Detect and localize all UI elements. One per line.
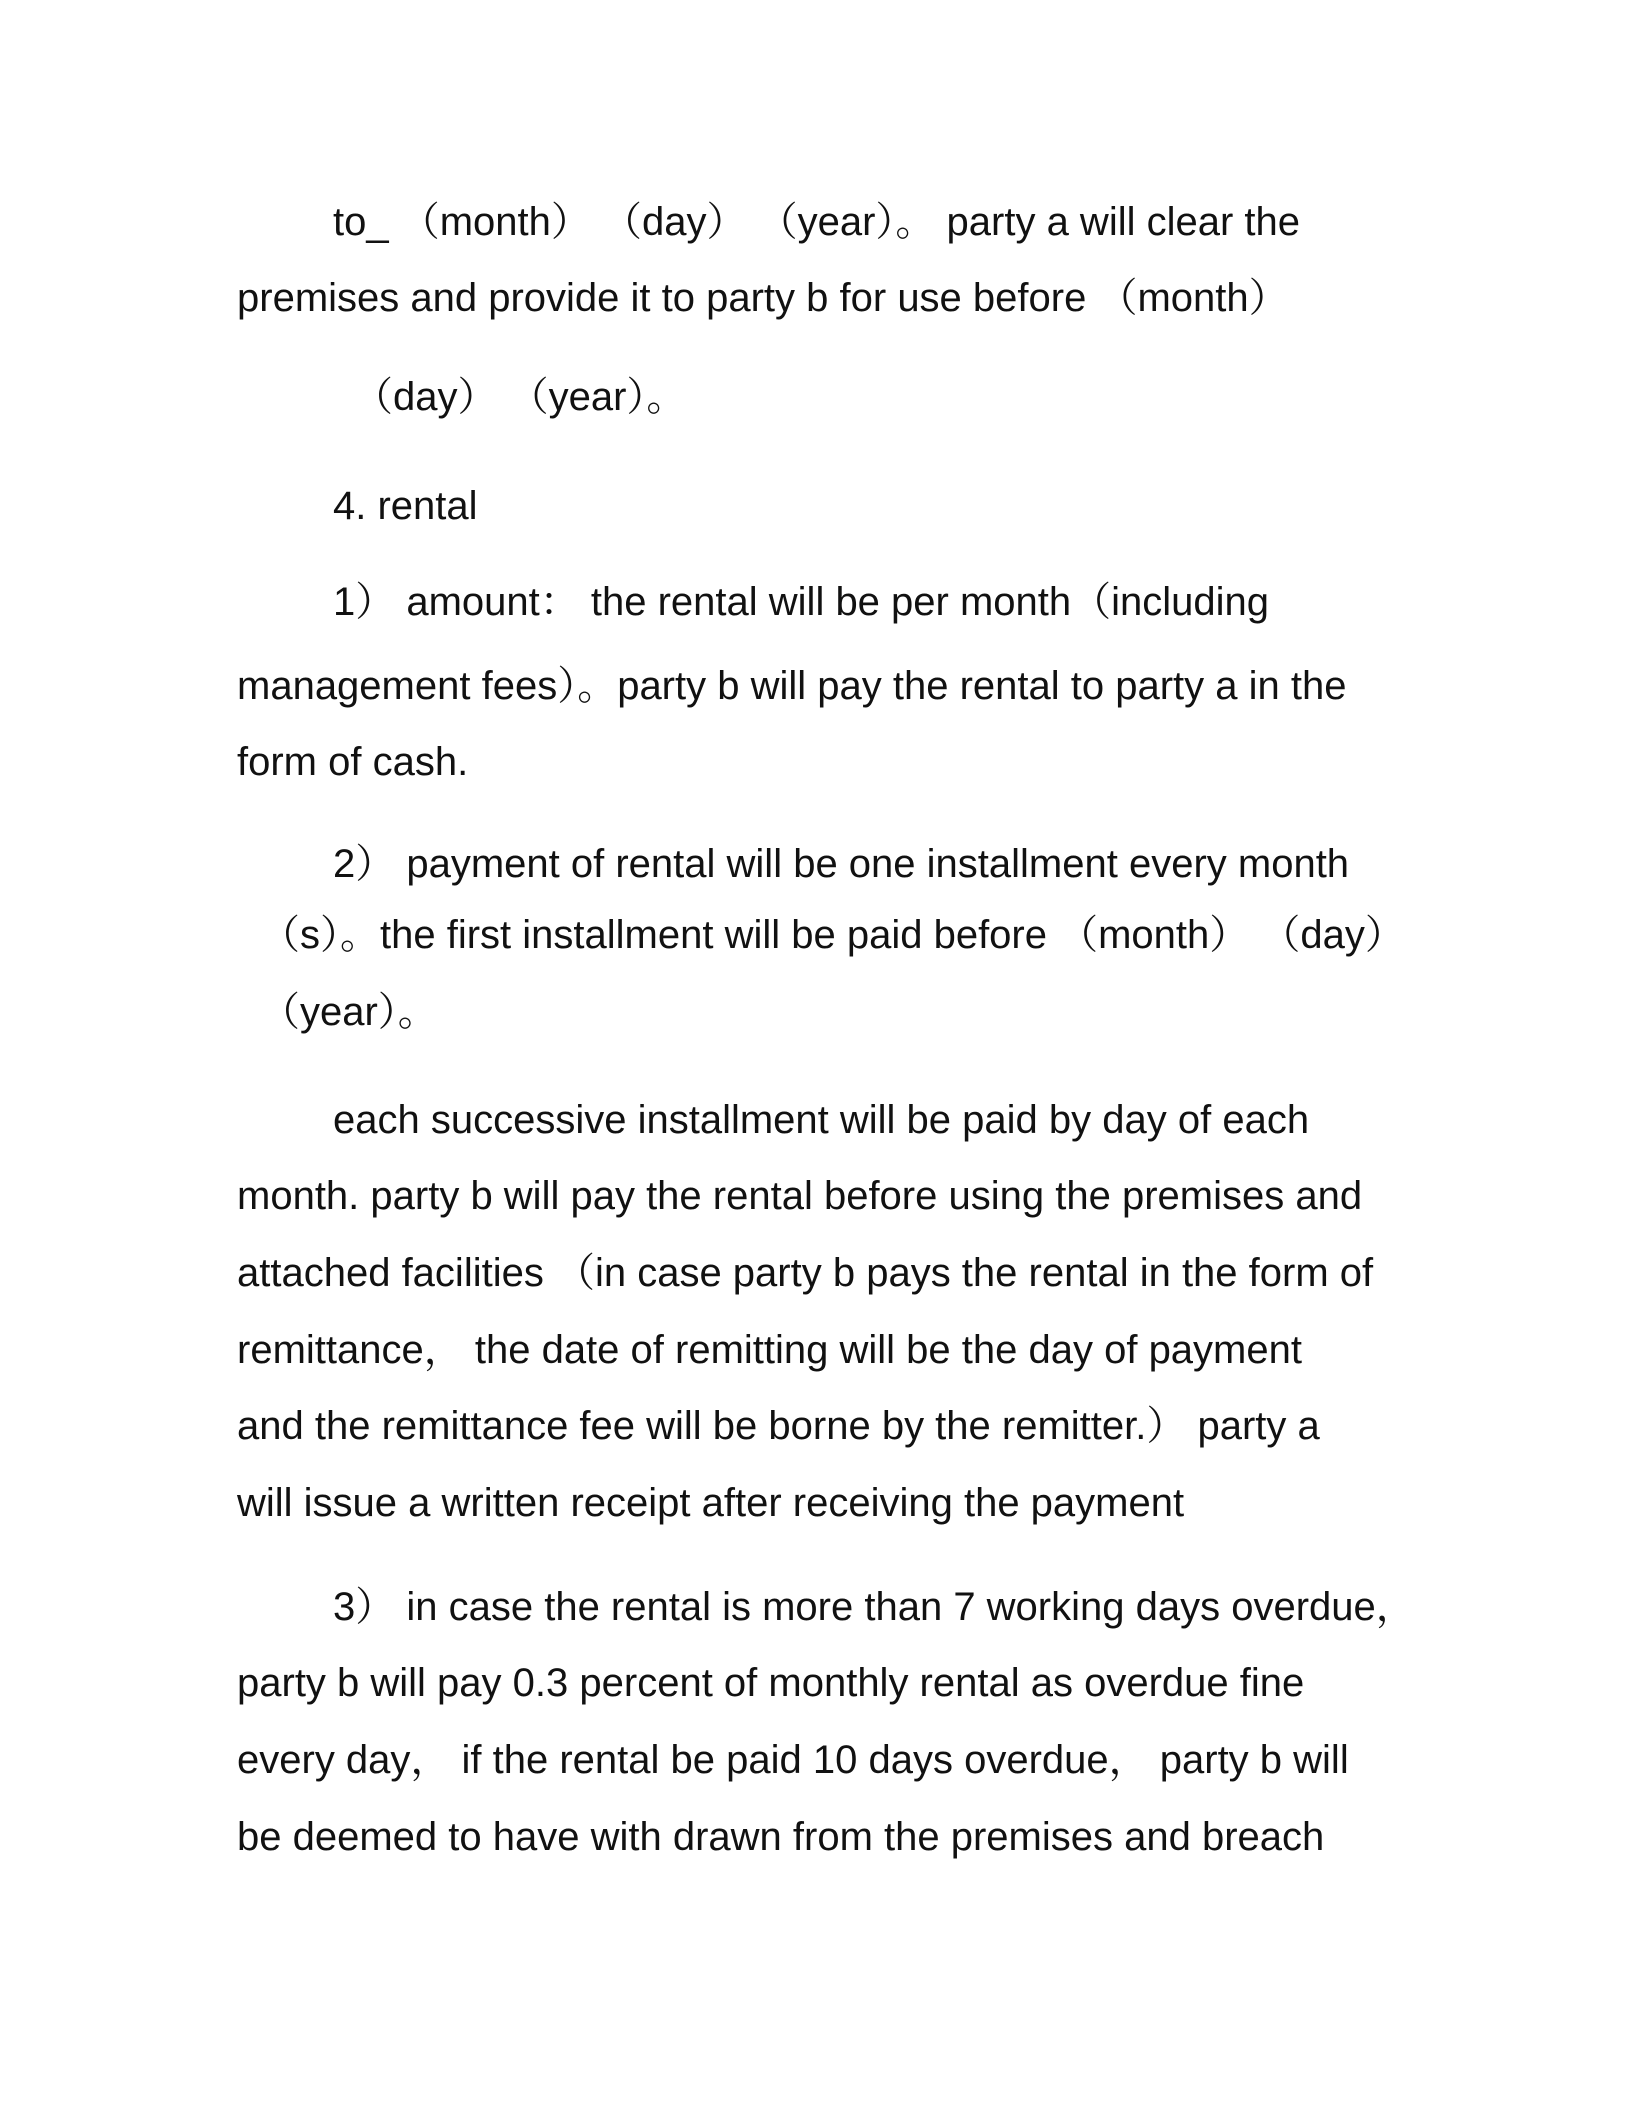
text-line: every day， if the rental be paid 10 days overdue， party b will [237, 1738, 1349, 1782]
text-line: 3） in case the rental is more than 7 working days overdue， [333, 1585, 1416, 1629]
text-line: 1） amount： the rental will be per month（including [333, 580, 1270, 624]
text-line: month. party b will pay the rental before using the premises and [237, 1174, 1363, 1218]
text-line: 2） payment of rental will be one installment every month [333, 842, 1350, 886]
text-line: （day） （year）。 [353, 375, 687, 419]
text-line: to_ （month） （day） （year）。 party a will clear the [333, 200, 1301, 244]
section-heading: 4. rental [333, 484, 478, 528]
text-line: and the remittance fee will be borne by the remitter.） party a [237, 1404, 1320, 1448]
text-line: form of cash. [237, 740, 469, 784]
text-line: each successive installment will be paid by day of each [333, 1098, 1310, 1142]
text-line: （s）。the first installment will be paid before （month） （day） [260, 913, 1405, 957]
text-line: （year）。 [260, 990, 438, 1034]
text-line: management fees）。party b will pay the rental to party a in the [237, 664, 1347, 708]
text-line: premises and provide it to party b for use before （month） [237, 276, 1289, 320]
text-line: will issue a written receipt after receiving the payment [237, 1481, 1185, 1525]
text-line: be deemed to have with drawn from the premises and breach [237, 1815, 1325, 1859]
text-line: attached facilities （in case party b pays the rental in the form of [237, 1251, 1374, 1295]
text-line: party b will pay 0.3 percent of monthly rental as overdue fine [237, 1661, 1305, 1705]
text-line: remittance， the date of remitting will be the day of payment [237, 1328, 1302, 1372]
